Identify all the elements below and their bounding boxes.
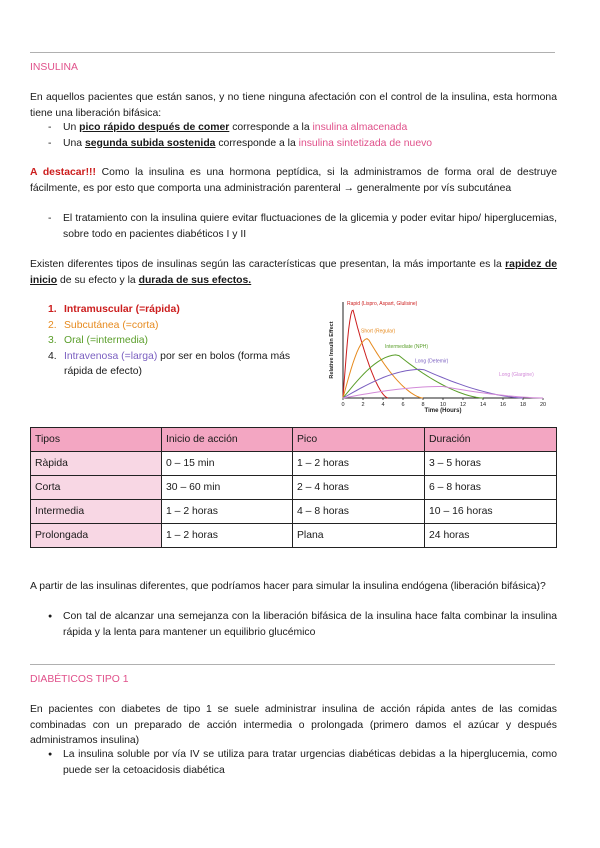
list-item: 3. Oral (=intermedia) <box>48 335 149 347</box>
table-row <box>31 500 557 524</box>
series-line <box>343 310 388 398</box>
series-label: Long (Detemir) <box>415 358 449 365</box>
x-tick-label: 6 <box>401 402 405 408</box>
series-label: Rapid (Lispro, Aspart, Glulisine) <box>347 300 418 307</box>
table-row <box>31 452 557 476</box>
table-cell: 0 – 15 min <box>162 452 293 476</box>
table-cell: 3 – 5 horas <box>425 452 557 476</box>
intro-paragraph: En aquellos pacientes que están sanos, y no tiene ninguna afectación con el control de la insulina, esta hormona tiene una liberación bifásica: <box>30 92 557 119</box>
x-tick-label: 20 <box>539 402 547 408</box>
types-intro-paragraph: Existen diferentes tipos de insulinas según las características que presentan, la más importante es la rapidez de inicio de su efecto y la durada de sus efectos. <box>30 259 558 286</box>
table-cell: Intermedia <box>31 500 162 524</box>
table-cell: 1 – 2 horas <box>293 452 425 476</box>
simulate-answer-list <box>30 609 557 640</box>
chart-plot-area <box>329 301 546 414</box>
list-item: ● La insulina soluble por vía IV se utiliza para tratar urgencias diabéticas debidas a la hiperglucemia, como puede ser la cetoacidosis diabética <box>48 747 557 778</box>
highlight-paragraph: A destacar!!! Como la insulina es una hormona peptídica, si la administramos de forma oral de destruye fácilmente, es por esto que comporta una administración parenteral → generalmente por vís subcutánea <box>30 167 557 194</box>
x-tick-label: 0 <box>341 402 345 408</box>
table-header-cell: Tipos <box>31 428 162 452</box>
table-cell: 4 – 8 horas <box>293 500 425 524</box>
section-title-insulina: INSULINA <box>30 62 78 73</box>
simulate-question: A partir de las insulinas diferentes, que podríamos hacer para simular la insulina endógena (liberación bifásica)? <box>30 581 546 592</box>
biphasic-list <box>30 120 557 151</box>
list-item: - El tratamiento con la insulina quiere evitar fluctuaciones de la glicemia y poder evitar hipo/ hiperglucemias, sobre todo en pacientes diabéticos I y II <box>48 211 557 242</box>
x-axis-label: Time (Hours) <box>424 408 462 414</box>
series-label: Short (Regular) <box>361 328 396 335</box>
table-header-cell: Inicio de acción <box>162 428 293 452</box>
list-item: - Un pico rápido después de comer corresponde a la insulina almacenada <box>48 120 557 136</box>
y-axis-label: Relative Insulin Effect <box>329 321 335 379</box>
x-tick-label: 16 <box>499 402 507 408</box>
table-row <box>31 476 557 500</box>
list-item: 4. Intravenosa (=larga) por ser en bolos (forma más rápida de efecto) <box>48 350 291 378</box>
table-row <box>31 524 557 548</box>
table-cell: 6 – 8 horas <box>425 476 557 500</box>
top-divider <box>30 52 555 53</box>
table-cell: Plana <box>293 524 425 548</box>
x-tick-label: 12 <box>459 402 467 408</box>
table-cell: Prolongada <box>31 524 162 548</box>
list-item: 2. Subcutánea (=corta) <box>48 319 159 331</box>
table-cell: 24 horas <box>425 524 557 548</box>
treatment-list <box>30 211 557 242</box>
table-header-cell: Pico <box>293 428 425 452</box>
list-item: 1. Intramuscular (=rápida) <box>48 304 180 315</box>
insulin-types-list <box>30 302 310 380</box>
list-item: ● Con tal de alcanzar una semejanza con la liberación bifásica de la insulina hace falta combinar la insulina rápida y la lenta para mantener un equilibrio glucémico <box>48 609 557 640</box>
x-tick-label: 14 <box>479 402 487 408</box>
series-line <box>343 355 483 398</box>
insulin-effect-chart <box>325 298 550 414</box>
diabetes-paragraph: En pacientes con diabetes de tipo 1 se suele administrar insulina de acción rápida antes de las comidas combinadas con un preparado de acción intermedia o prolongada (primero damos el azúcar y después administramos insulina) <box>30 704 557 747</box>
series-line <box>343 387 543 399</box>
series-label: Intermediate (NPH) <box>385 344 429 351</box>
section-title-diabeticos: DIABÉTICOS TIPO 1 <box>30 674 129 685</box>
x-tick-label: 4 <box>381 402 385 408</box>
list-item: - Una segunda subida sostenida corresponde a la insulina sintetizada de nuevo <box>48 136 557 152</box>
table-cell: 30 – 60 min <box>162 476 293 500</box>
x-tick-label: 10 <box>439 402 447 408</box>
table-cell: 1 – 2 horas <box>162 500 293 524</box>
table-cell: Ràpida <box>31 452 162 476</box>
insulin-table <box>30 427 557 548</box>
table-cell: 2 – 4 horas <box>293 476 425 500</box>
table-cell: 1 – 2 horas <box>162 524 293 548</box>
table-cell: Corta <box>31 476 162 500</box>
table-header-cell: Duración <box>425 428 557 452</box>
diabetes-bullet-list <box>30 747 557 778</box>
x-tick-label: 2 <box>361 402 365 408</box>
x-tick-label: 8 <box>421 402 425 408</box>
x-tick-label: 18 <box>519 402 527 408</box>
series-label: Long (Glargine) <box>499 371 534 378</box>
table-header-row <box>31 428 557 452</box>
section-divider <box>30 664 555 665</box>
table-cell: 10 – 16 horas <box>425 500 557 524</box>
